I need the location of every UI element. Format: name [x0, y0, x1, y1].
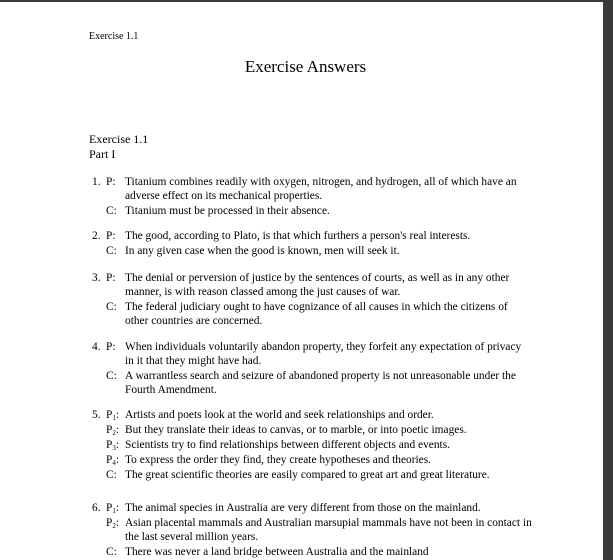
answer-item [92, 271, 532, 329]
premise-line [92, 423, 532, 437]
line-text: Titanium combines readily with oxygen, nitrogen, and hydrogen, all of which have an adverse effect on its mechanical properties. [125, 176, 517, 202]
item-number [92, 423, 106, 437]
item-number [92, 204, 106, 218]
item-number: 2. [92, 230, 101, 242]
line-label: $P_1$: [106, 409, 120, 422]
line-text: When individuals voluntarily abandon property, they forfeit any expectation of privacy in it that they might have had. [125, 341, 522, 367]
line-text: Titanium must be processed in their absence. [125, 205, 330, 217]
conclusion-line [92, 369, 532, 397]
item-number: 3. [92, 272, 101, 284]
item-number [92, 244, 106, 258]
item-number [92, 300, 106, 328]
line-text: Scientists try to find relationships between different objects and events. [125, 439, 450, 451]
label-subscript: 1 [112, 414, 116, 422]
item-number [92, 453, 106, 467]
premise-line [92, 453, 532, 467]
premise-line [92, 340, 532, 368]
page-title: Exercise Answers [244, 57, 367, 76]
line-label: C: [106, 205, 117, 217]
label-subscript: 1 [112, 507, 116, 515]
line-text: To express the order they find, they create hypotheses and theories. [125, 454, 432, 466]
label-subscript: 2 [112, 429, 116, 437]
line-label: $P_4$: [106, 454, 120, 467]
premise-line [92, 175, 532, 203]
label-subscript: 4 [112, 459, 116, 467]
running-header: Exercise 1.1 [89, 31, 139, 42]
item-number: 5. [92, 409, 101, 421]
line-label: C: [106, 245, 117, 257]
line-text: The denial or perversion of justice by the sentences of courts, as well as in any other manner, is with reason classed among the just causes of war. [125, 272, 510, 298]
item-number [92, 468, 106, 482]
conclusion-line [92, 468, 532, 482]
scrollbar[interactable] [603, 2, 613, 560]
conclusion-line [92, 204, 532, 218]
line-label: P: [106, 272, 116, 284]
item-number [92, 516, 106, 544]
line-text: In any given case when the good is known, men will seek it. [125, 245, 400, 257]
answer-item [92, 229, 532, 259]
answer-item [92, 340, 532, 398]
line-text: Artists and poets look at the world and seek relationships and order. [125, 409, 434, 421]
conclusion-line [92, 300, 532, 328]
line-label: $P_2$: [106, 424, 120, 437]
document-page [0, 2, 603, 560]
answer-item [92, 175, 532, 219]
line-label: C: [106, 301, 117, 313]
premise-line [92, 516, 532, 544]
line-text: There was never a land bridge between Australia and the mainland [125, 546, 429, 558]
item-number: 6. [92, 502, 101, 514]
label-subscript: 2 [112, 522, 116, 530]
line-label: $P_2$: [106, 517, 120, 530]
line-text: The federal judiciary ought to have cognizance of all causes in which the citizens of other countries are concerned. [125, 301, 508, 327]
line-label: C: [106, 546, 117, 558]
line-text: The good, according to Plato, is that which furthers a person's real interests. [125, 230, 471, 242]
label-subscript: 3 [112, 444, 116, 452]
item-number [92, 369, 106, 397]
line-label: $P_3$: [106, 439, 120, 452]
answer-item [92, 501, 532, 560]
line-label: P: [106, 176, 116, 188]
line-label: C: [106, 469, 117, 481]
premise-line [92, 229, 532, 243]
line-label: C: [106, 370, 117, 382]
item-number [92, 438, 106, 452]
exercise-title: Exercise 1.1 [89, 132, 149, 146]
conclusion-line [92, 545, 532, 559]
line-label: $P_1$: [106, 502, 120, 515]
line-text: A warrantless search and seizure of abandoned property is not unreasonable under the Fourth Amendment. [125, 370, 516, 396]
line-text: The animal species in Australia are very different from those on the mainland. [125, 502, 481, 514]
part-title: Part I [89, 147, 116, 161]
answer-item [92, 408, 532, 483]
line-text: The great scientific theories are easily compared to great art and great literature. [125, 469, 490, 481]
line-label: P: [106, 230, 116, 242]
premise-line [92, 408, 532, 422]
line-text: But they translate their ideas to canvas, or to marble, or into poetic images. [125, 424, 467, 436]
premise-line [92, 271, 532, 299]
conclusion-line [92, 244, 532, 258]
section-heading [89, 132, 148, 162]
premise-line [92, 501, 532, 515]
line-label: P: [106, 341, 116, 353]
line-text: Asian placental mammals and Australian marsupial mammals have not been in contact in the last several million years. [125, 517, 532, 543]
item-number: 1. [92, 176, 101, 188]
item-number: 4. [92, 341, 101, 353]
item-number [92, 545, 106, 559]
premise-line [92, 438, 532, 452]
